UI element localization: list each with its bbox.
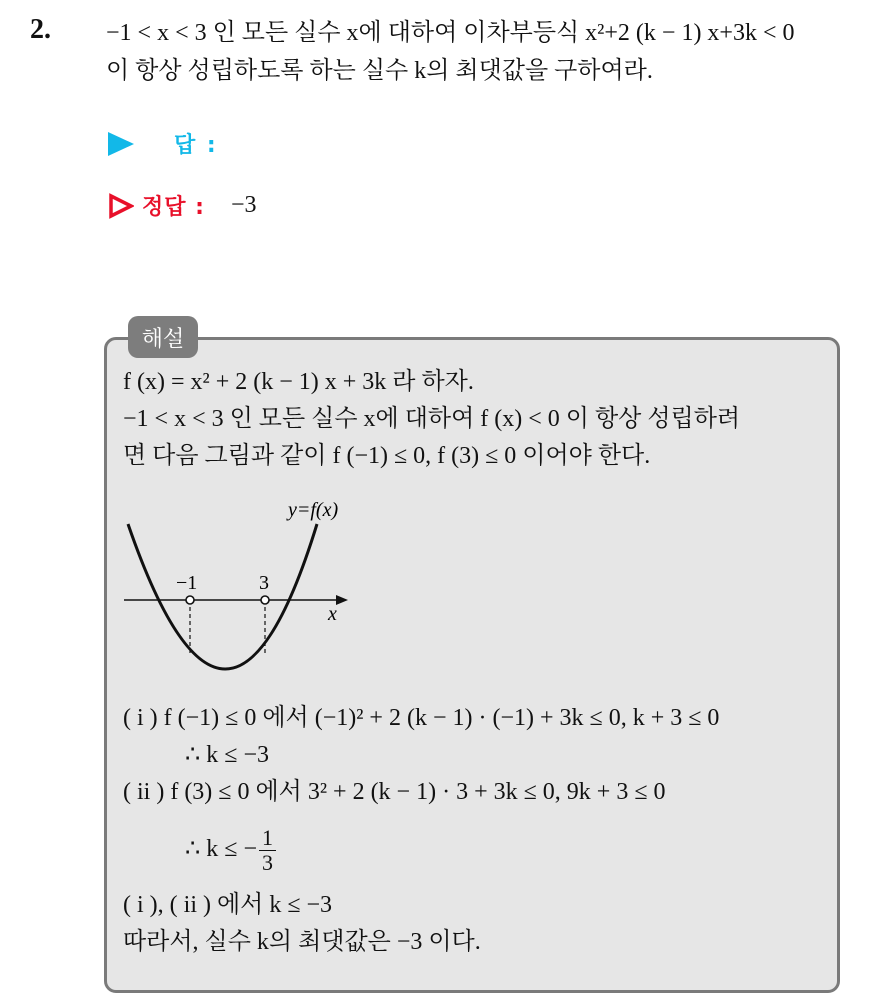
answer-triangle-icon xyxy=(108,132,134,156)
correct-triangle-icon xyxy=(108,193,134,219)
question-text xyxy=(106,14,876,90)
case-2: ( ii ) f (3) ≤ 0 에서 3² + 2 (k − 1) · 3 + 3k ≤ 0, 9k + 3 ≤ 0 xyxy=(123,779,666,805)
parabola-graph xyxy=(120,496,370,696)
answer-row xyxy=(108,128,218,159)
conclusion: 따라서, 실수 k의 최댓값은 −3 이다. xyxy=(123,929,481,955)
question-number: 2. xyxy=(30,14,51,45)
parabola-curve xyxy=(128,524,317,669)
fraction-numerator: 1 xyxy=(259,826,276,851)
fraction-denominator: 3 xyxy=(261,849,273,875)
x-axis-arrow-icon xyxy=(336,595,348,605)
question-line-1: −1 < x < 3 인 모든 실수 x에 대하여 이차부등식 x²+2 (k − 1) x+3k < 0 xyxy=(106,20,795,46)
solution-line-3: 면 다음 그림과 같이 f (−1) ≤ 0, f (3) ≤ 0 이어야 한다. xyxy=(123,443,651,469)
curve-label: y=f(x) xyxy=(288,499,339,521)
case-1: ( i ) f (−1) ≤ 0 에서 (−1)² + 2 (k − 1) · (−1) + 3k ≤ 0, k + 3 ≤ 0 xyxy=(123,705,720,731)
solution-intro xyxy=(123,364,833,475)
case-2-result xyxy=(123,811,833,887)
correct-answer-row xyxy=(108,190,257,221)
correct-answer-value: −3 xyxy=(230,192,257,218)
solution-cases xyxy=(123,700,833,961)
point-label-left: −1 xyxy=(176,572,198,594)
solution-tag: 해설 xyxy=(128,316,198,358)
point-marker-right xyxy=(261,596,269,604)
combined-result: ( i ), ( ii ) 에서 k ≤ −3 xyxy=(123,892,333,918)
solution-line-2: −1 < x < 3 인 모든 실수 x에 대하여 f (x) < 0 이 항상 성립하려 xyxy=(123,406,741,432)
point-marker-left xyxy=(186,596,194,604)
fraction xyxy=(259,826,276,875)
point-label-right: 3 xyxy=(259,572,269,594)
correct-answer-label: 정답 : xyxy=(142,195,205,220)
case-2-result-prefix: ∴ k ≤ − xyxy=(185,836,257,862)
solution-line-1: f (x) = x² + 2 (k − 1) x + 3k 라 하자. xyxy=(123,369,474,395)
answer-label: 답 : xyxy=(174,133,218,158)
case-1-result: ∴ k ≤ −3 xyxy=(185,742,269,768)
question-line-2: 이 항상 성립하도록 하는 실수 k의 최댓값을 구하여라. xyxy=(106,58,653,84)
x-axis-label: x xyxy=(328,603,337,625)
